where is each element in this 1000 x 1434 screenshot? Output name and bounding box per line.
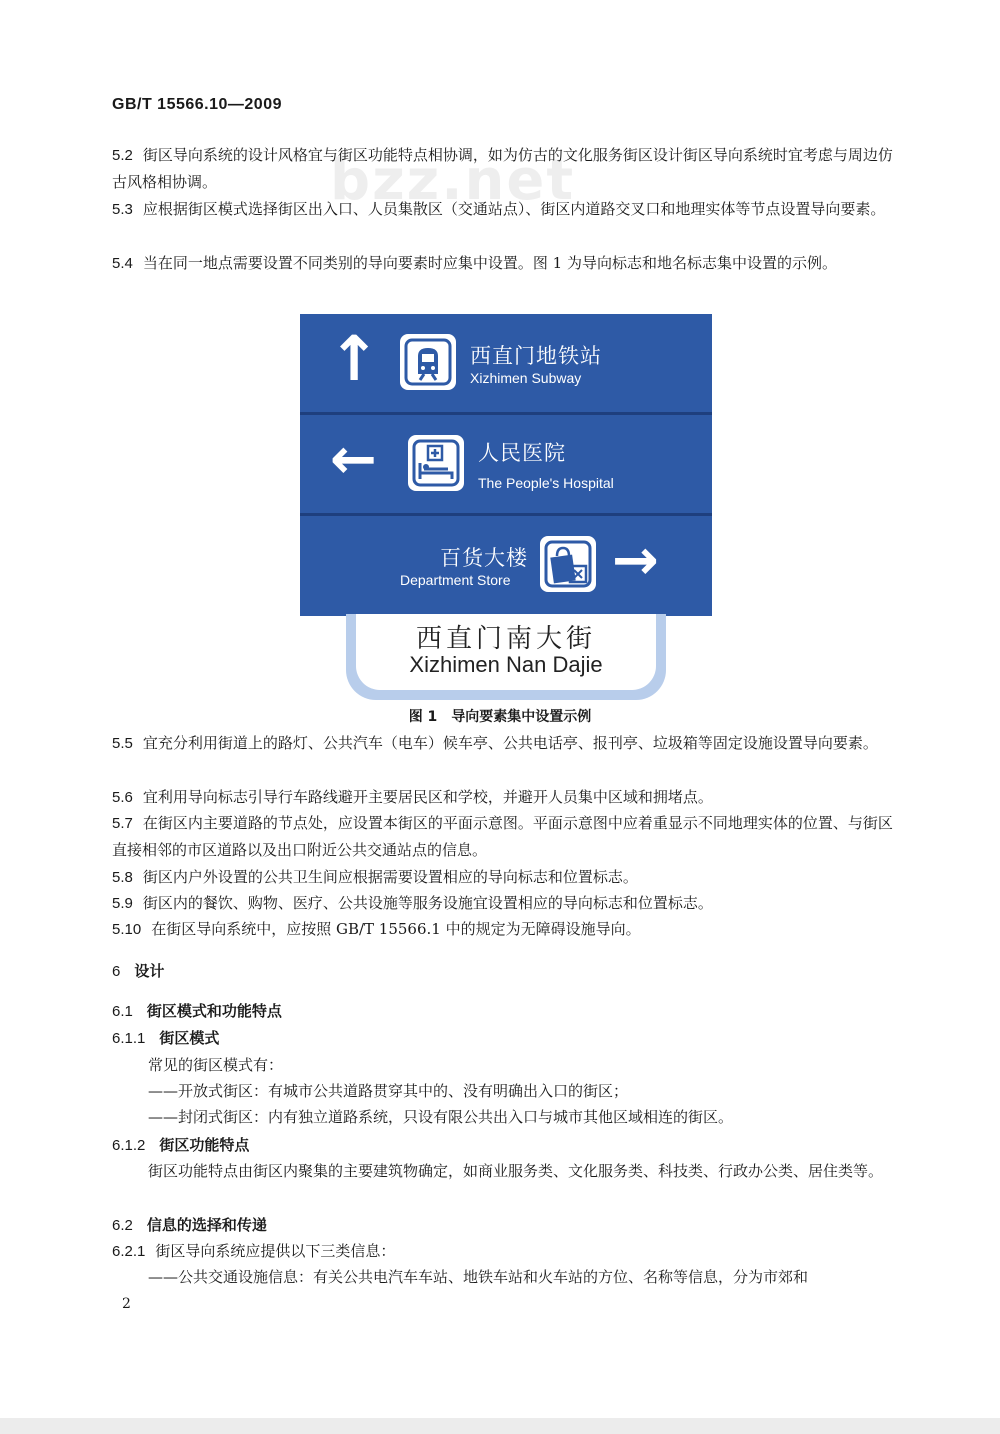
list-item-open-block: ——开放式街区：有城市公共道路贯穿其中的、没有明确出入口的街区； [148, 1082, 629, 1100]
section-6-heading [112, 960, 164, 981]
section-title: 设计 [134, 962, 165, 980]
street-name-sign [356, 614, 656, 690]
arrow-right-icon: → [612, 528, 659, 593]
street-name-zh: 西直门南大街 [415, 624, 596, 654]
hospital-icon [408, 435, 464, 491]
clause-text: 街区内户外设置的公共卫生间应根据需要设置相应的导向标志和位置标志。 [142, 868, 638, 886]
street-name-sign-frame [346, 614, 666, 700]
hospital-name-zh: 人民医院 [478, 441, 566, 465]
store-name-zh: 百货大楼 [440, 546, 528, 570]
figure-1-sign [300, 314, 712, 706]
paragraph-5-6 [112, 784, 900, 811]
clause-text: 街区内的餐饮、购物、医疗、公共设施等服务设施宜设置相应的导向标志和位置标志。 [142, 894, 713, 912]
direction-sign-board [300, 314, 712, 616]
clause-text: 宜利用导向标志引导行车路线避开主要居民区和学校，并避开人员集中区域和拥堵点。 [142, 788, 713, 806]
sign-panel-subway [300, 314, 712, 412]
paragraph-5-9 [112, 890, 900, 917]
paragraph-5-7 [112, 810, 900, 863]
section-6-2-heading [112, 1214, 267, 1235]
section-6-1-1-heading [112, 1027, 219, 1048]
clause-number: 5.4 [112, 255, 133, 272]
clause-text: 街区导向系统应提供以下三类信息： [155, 1242, 396, 1260]
section-6-1-2-heading [112, 1134, 249, 1155]
list-item-closed-block: ——封闭式街区：内有独立道路系统，只设有限公共出入口与城市其他区域相连的街区。 [148, 1108, 734, 1126]
clause-text: 应根据街区模式选择街区出入口、人员集散区（交通站点）、街区内道路交叉口和地理实体等节点设置导向要素。 [142, 200, 886, 218]
block-modes-intro: 常见的街区模式有： [148, 1056, 284, 1074]
hospital-name-en: The People's Hospital [478, 475, 614, 491]
clause-number: 6.2.1 [112, 1243, 146, 1260]
section-number: 6.1.1 [112, 1030, 146, 1047]
clause-number: 5.8 [112, 869, 133, 886]
section-title: 街区功能特点 [159, 1136, 250, 1154]
section-title: 街区模式 [159, 1029, 220, 1047]
clause-number: 5.5 [112, 735, 133, 752]
clause-text: 当在同一地点需要设置不同类别的导向要素时应集中设置。图 1 为导向标志和地名标志集中设置的示例。 [142, 254, 837, 272]
page-number: 2 [122, 1296, 131, 1312]
sign-panel-department-store [300, 516, 712, 614]
street-name-en: Xizhimen Nan Dajie [409, 652, 603, 677]
section-title: 信息的选择和传递 [146, 1216, 267, 1234]
paragraph-6-2-1 [112, 1238, 900, 1265]
section-title: 街区模式和功能特点 [146, 1002, 282, 1020]
clause-number: 5.7 [112, 815, 133, 832]
section-number: 6.1.2 [112, 1137, 146, 1154]
standard-code-header: GB/T 15566.10—2009 [112, 96, 282, 113]
arrow-up-icon: ↑ [328, 322, 380, 395]
clause-text: 宜充分利用街道上的路灯、公共汽车（电车）候车亭、公共电话亭、报刊亭、垃圾箱等固定设施设置导向要素。 [142, 734, 878, 752]
section-number: 6.1 [112, 1003, 133, 1020]
paragraph-5-10 [112, 916, 900, 943]
paragraph-5-3 [112, 196, 900, 223]
sign-panel-hospital [300, 415, 712, 513]
section-number: 6.2 [112, 1217, 133, 1234]
section-6-1-heading [112, 1000, 282, 1021]
watermark: bzz.net [330, 148, 576, 213]
clause-text: 街区导向系统的设计风格宜与街区功能特点相协调，如为仿古的文化服务街区设计街区导向系统时宜考虑与周边仿古风格相协调。 [112, 146, 893, 191]
paragraph-5-4 [112, 250, 900, 277]
figure-number: 图 1 [408, 709, 438, 725]
clause-number: 5.3 [112, 201, 133, 218]
clause-number: 5.10 [112, 921, 142, 938]
figure-title: 导向要素集中设置示例 [451, 709, 592, 725]
paragraph-5-2 [112, 142, 900, 195]
clause-number: 5.9 [112, 895, 133, 912]
clause-text: 在街区内主要道路的节点处，应设置本街区的平面示意图。平面示意图中应着重显示不同地理实体的位置、与街区直接相邻的市区道路以及出口附近公共交通站点的信息。 [112, 814, 893, 859]
list-item-public-transport: ——公共交通设施信息：有关公共电汽车车站、地铁车站和火车站的方位、名称等信息，分为市郊和 [148, 1268, 809, 1286]
arrow-left-icon: ← [330, 427, 377, 492]
viewer-bottom-bar [0, 1418, 1000, 1434]
subway-icon [400, 334, 456, 390]
shopping-bag-icon [540, 536, 596, 592]
clause-number: 5.6 [112, 789, 133, 806]
clause-text: 在街区导向系统中，应按照 GB/T 15566.1 中的规定为无障碍设施导向。 [151, 920, 641, 938]
figure-caption [0, 706, 1000, 726]
paragraph-5-5 [112, 730, 900, 757]
store-name-en: Department Store [400, 572, 511, 588]
subway-name-en: Xizhimen Subway [470, 370, 582, 386]
clause-number: 5.2 [112, 147, 133, 164]
subway-name-zh: 西直门地铁站 [470, 344, 602, 368]
section-number: 6 [112, 963, 121, 980]
paragraph-6-1-2: 街区功能特点由街区内聚集的主要建筑物确定，如商业服务类、文化服务类、科技类、行政办公类、居住类等。 [148, 1162, 884, 1180]
paragraph-5-8 [112, 864, 900, 891]
